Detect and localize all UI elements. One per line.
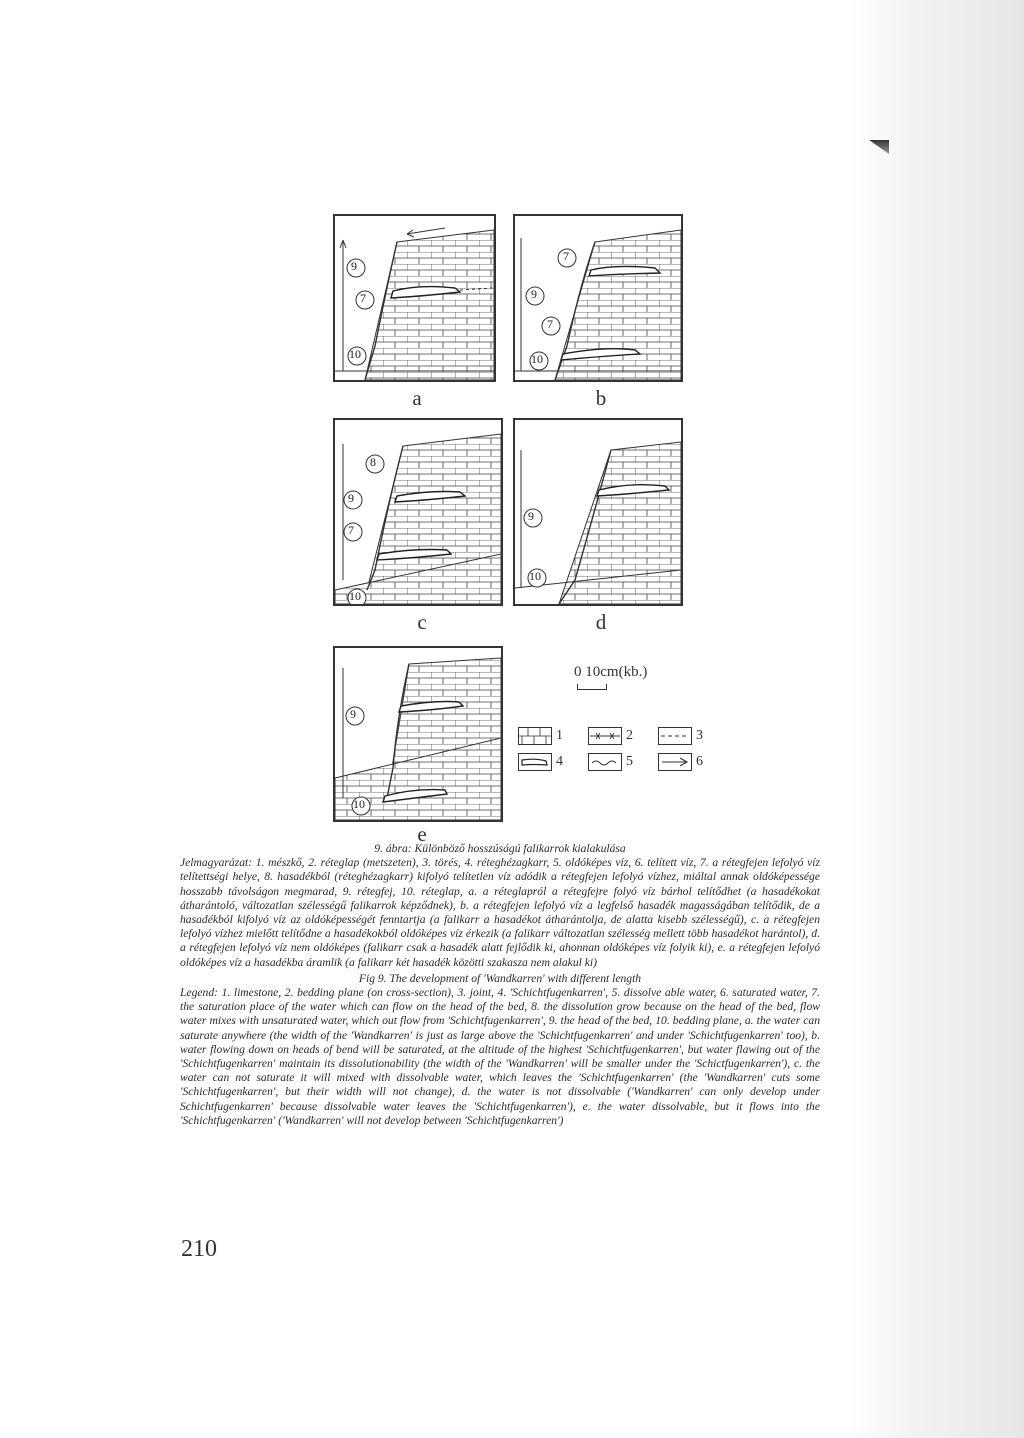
figure-panel-a xyxy=(333,214,496,382)
caption-en-title: Fig 9. The development of 'Wandkarren' with different length xyxy=(358,971,642,985)
panel-e-label: e xyxy=(417,822,427,846)
caption-hu-legend: Jelmagyarázat: 1. mészkő, 2. réteglap (metszeten), 3. törés, 4. réteghézagkarr, 5. oldóképes víz, 6. telített víz, 7. a rétegfejen lefolyó víz telítettségi helye, 8. hasadékból (réteghézagkarr) kifolyó telítetlen víz adódik a rétegfejen lefolyó vízhez, miáltal annak oldóképessége hosszabb távolságon megmarad, 9. rétegfej, 10. réteglap, a. a réteglapról a rétegfejre folyó víz bárhol telítődhet (a hasadékokat átharántoló, változatlan szélességű falikarrok képződnek), b. a rétegfejen lefolyó víz a legfelső hasadék magasságában telítődik, de a hasadékból kifolyó víz az oldóképességét fenntartja (a falikarr a hasadékot átharántolja, de alatta kisebb szélességű), c. a rétegfejen lefolyó vízhez mielőtt telítődne a hasadékokból oldóképes víz érkezik (a falikarr változatlan szélesség mellett több hasadékot harántol), d. a rétegfejen lefolyó víz nem oldóképes (falikarr csak a hasadék alatt fejlődik ki, ahonnan oldóképes víz folyik ki), e. a rétegfejen lefolyó oldóképes víz a hasadékba áramlik (a falikarr két hasadék közötti szakasza nem alakul ki) xyxy=(180,856,820,969)
legend-limestone-icon xyxy=(518,727,552,745)
panel-b-marker-7-lower: 7 xyxy=(547,317,553,331)
legend-num-2: 2 xyxy=(626,728,633,743)
legend-wavy-line-icon xyxy=(588,753,622,771)
legend-schichtfugenkarren-icon xyxy=(518,753,552,771)
panel-d-marker-9: 9 xyxy=(528,509,534,523)
legend-arrow-icon xyxy=(658,753,692,771)
panel-d-label: d xyxy=(595,610,607,634)
legend-item-4 xyxy=(518,753,563,771)
panel-c-marker-8: 8 xyxy=(370,455,376,469)
figure-panel-d xyxy=(513,418,683,606)
legend-bedding-plane-icon xyxy=(588,727,622,745)
panel-c-drawing xyxy=(335,420,501,604)
figure-panel-e xyxy=(333,646,503,822)
panel-b-marker-10: 10 xyxy=(531,352,543,366)
page-edge-shadow xyxy=(849,0,1024,1438)
panel-a-marker-9: 9 xyxy=(351,259,357,273)
panel-a-marker-7: 7 xyxy=(360,291,366,305)
caption-hu-title: 9. ábra: Különböző hosszúságú falikarrok kialakulása xyxy=(374,842,626,855)
panel-b-marker-7-top: 7 xyxy=(563,249,569,263)
panel-b-marker-9: 9 xyxy=(531,287,537,301)
figure-caption xyxy=(180,842,820,1128)
legend-item-6 xyxy=(658,753,703,771)
panel-a-label: a xyxy=(412,386,422,410)
legend-num-6: 6 xyxy=(696,754,703,769)
panel-a-marker-10: 10 xyxy=(349,347,361,361)
legend-item-5 xyxy=(588,753,633,771)
figure-legend xyxy=(518,727,728,775)
panel-b-label: b xyxy=(595,386,607,410)
scale-bar xyxy=(577,684,607,690)
legend-num-4: 4 xyxy=(556,754,563,769)
panel-e-marker-10: 10 xyxy=(353,797,365,811)
legend-joint-icon xyxy=(658,727,692,745)
panel-e-marker-9: 9 xyxy=(350,707,356,721)
legend-num-1: 1 xyxy=(556,728,563,743)
figure-panel-b xyxy=(513,214,683,382)
panel-c-label: c xyxy=(417,610,427,634)
panel-c-marker-9: 9 xyxy=(348,491,354,505)
legend-item-2 xyxy=(588,727,633,745)
legend-num-5: 5 xyxy=(626,754,633,769)
legend-item-3 xyxy=(658,727,703,745)
panel-c-marker-10: 10 xyxy=(349,589,361,603)
caption-en-legend: Legend: 1. limestone, 2. bedding plane (on cross-section), 3. joint, 4. 'Schichtfugenkarren', 5. dissolve able water, 6. saturated water, 7. the saturation place of the water which can flow on the head of the bed, 8. the dissolution grow because on the head of the bed, flow water mixes with unsaturated water, which out flow from 'Schichtfugenkarren', 9. the head of the bed, 10. bedding plane, a. the water can saturate anywhere (the width of the 'Wandkarren' is just as large above the 'Schichtfugenkarren' and under 'Schichtfugenkarren' too), b. water flowing down on heads of bend will be saturated, at the altitude of the highest 'Schichtfugenkarren', but water flawing out of the 'Schichtfugenkarren' maintain its dissolutionability (the width of the 'Wandkarren' will be smaller under the 'Schictfugenkarren'), c. the water can not saturate it will mixed with dissolvable water, which leaves the 'Schichtfugenkarren' (the 'Wandkarren' cuts some 'Schichtfugenkarren', but their width will not change), d. the water is not dissolvable ('Wandkarren' can only develop under Schichtfugenkarren' because dissolvable water leaves the 'Schichtfugenkarren'), e. the water dissolvable, but it flows into the 'Schichtfugenkarren' ('Wandkarren' will not develop between 'Schichtfugenkarren') xyxy=(180,986,820,1127)
panel-e-drawing xyxy=(335,648,501,820)
figure-panel-c xyxy=(333,418,503,606)
page-number: 210 xyxy=(181,1236,217,1262)
legend-num-3: 3 xyxy=(696,728,703,743)
panel-c-marker-7: 7 xyxy=(348,523,354,537)
scale-label: 0 10cm(kb.) xyxy=(574,664,648,680)
legend-item-1 xyxy=(518,727,563,745)
panel-d-marker-10: 10 xyxy=(529,569,541,583)
